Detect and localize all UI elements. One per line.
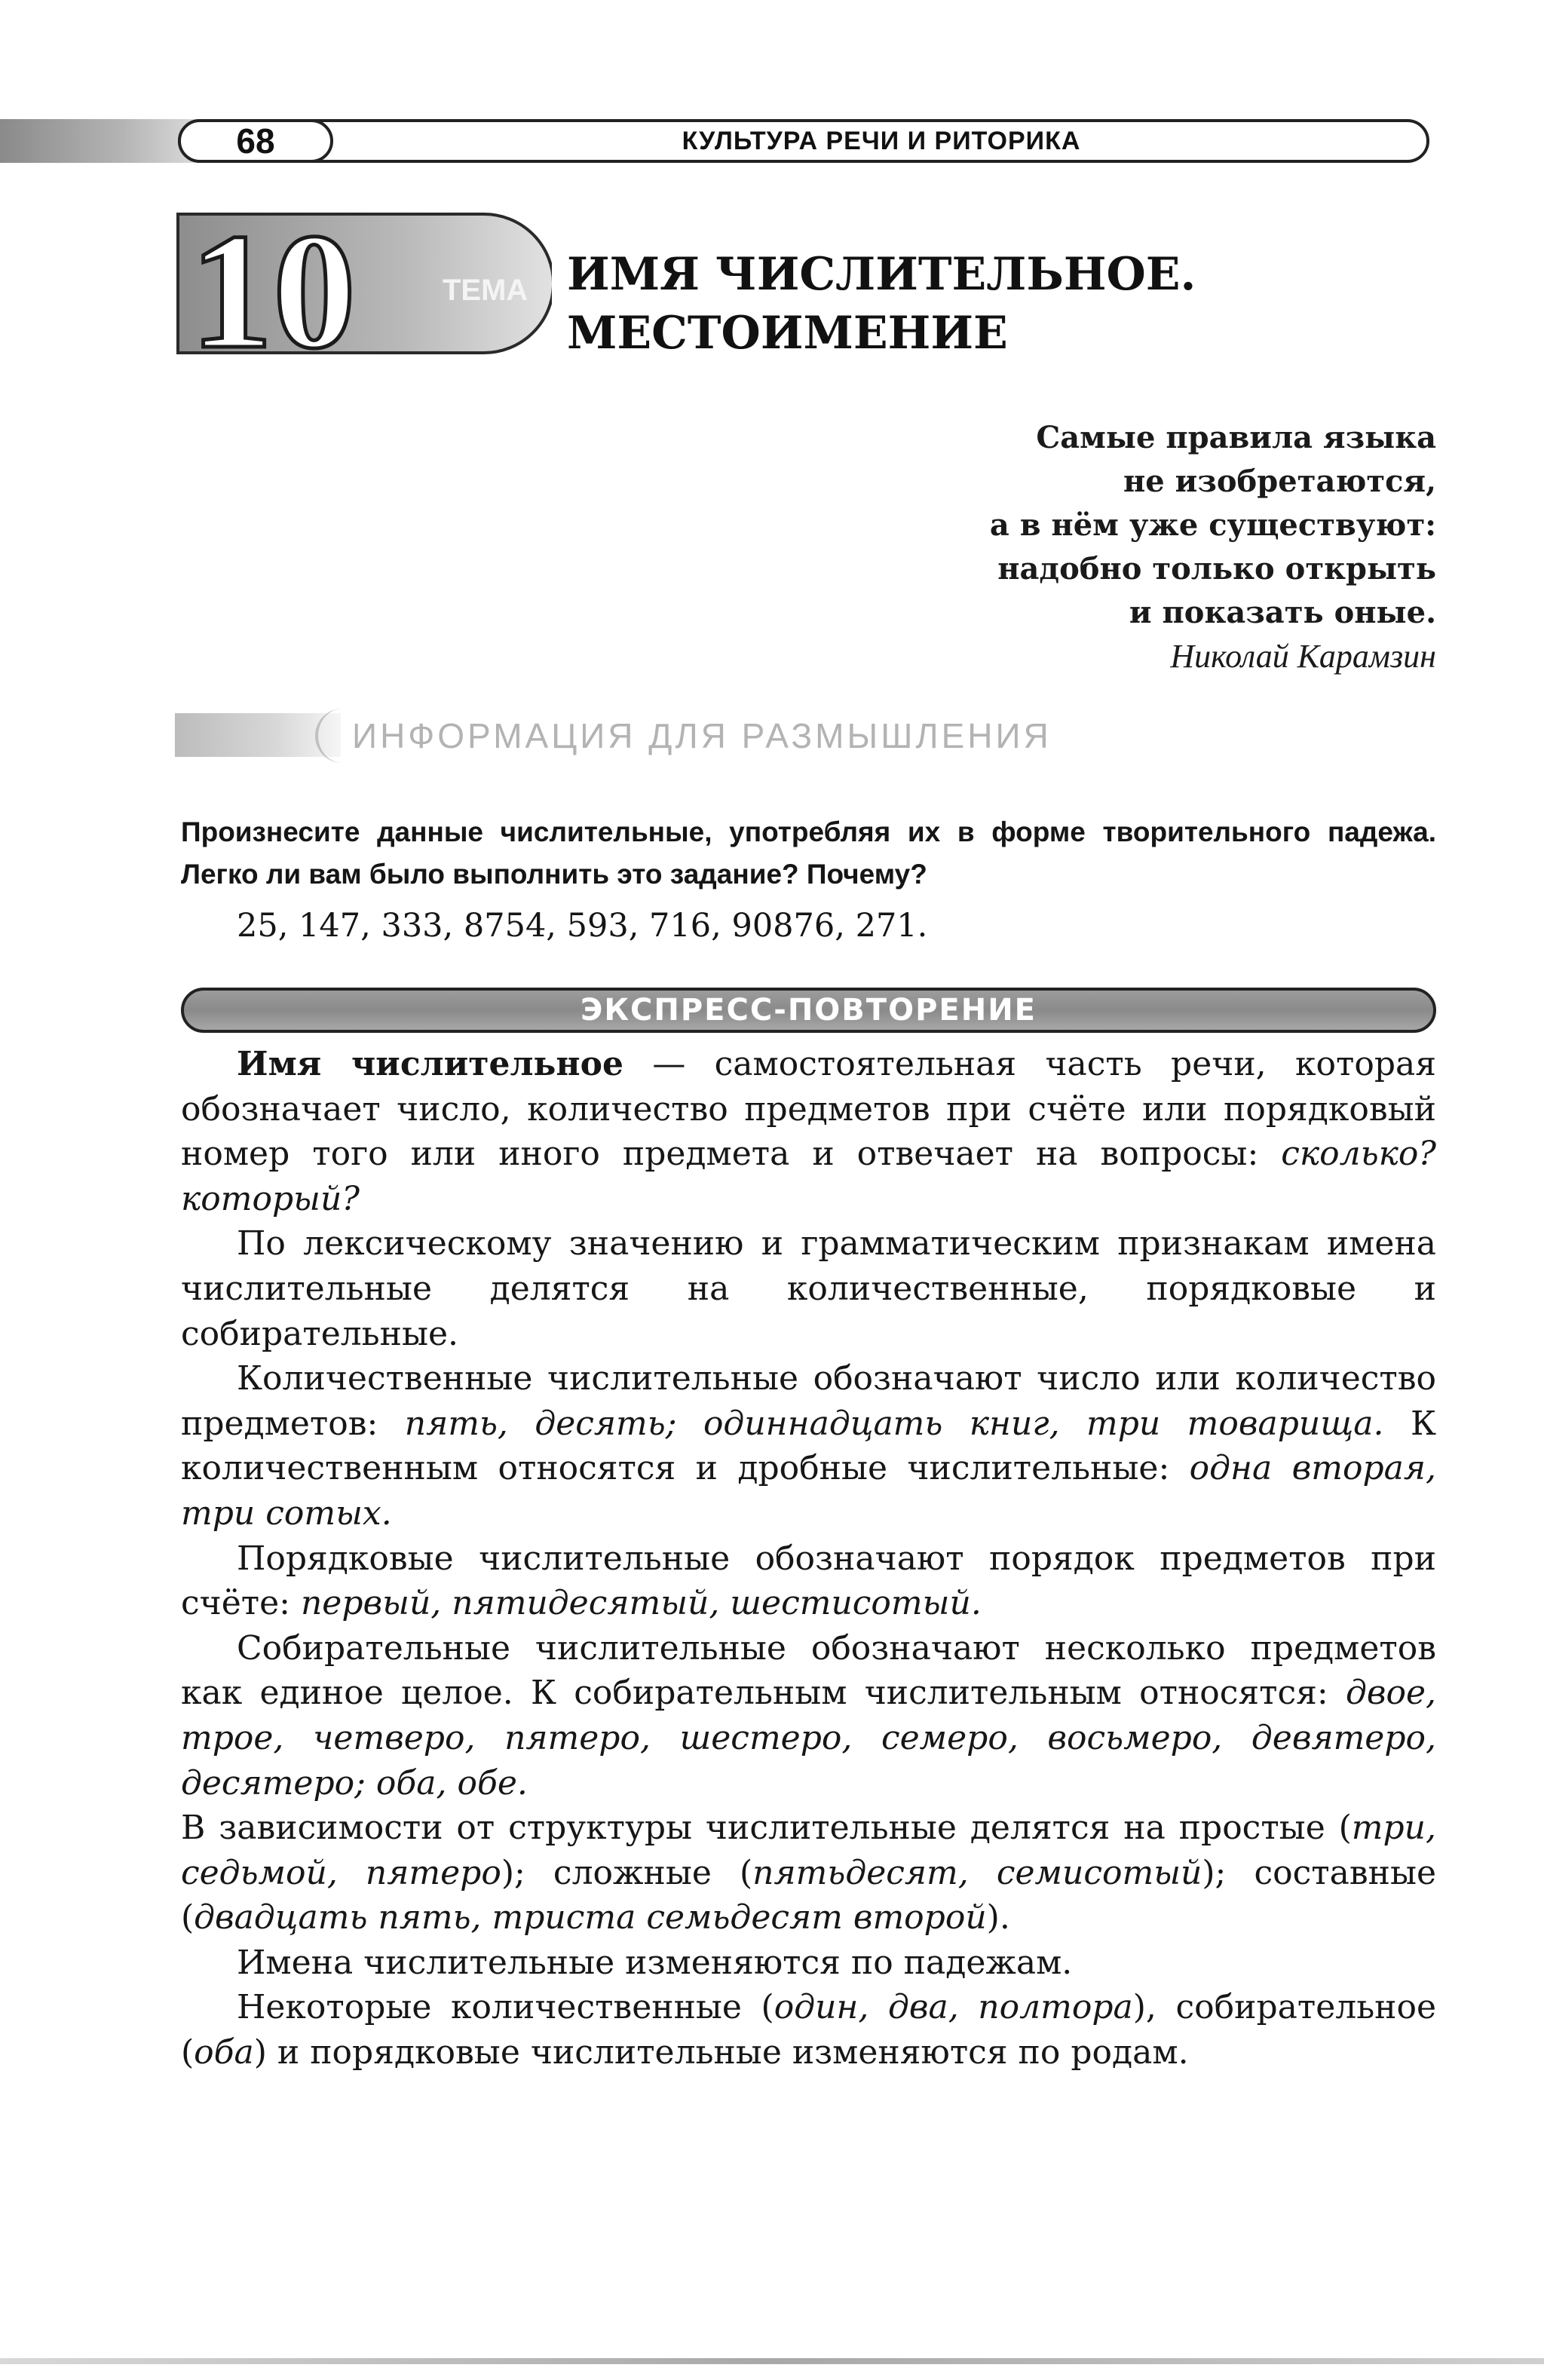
text-run: Количественные числительные обозначают число или количество предметов:	[181, 1359, 1436, 1443]
paragraph-ordinal	[181, 1536, 1436, 1626]
example: одна вторая, три сотых.	[181, 1449, 1437, 1533]
text-run: Порядковые числительные обозначают порядок предметов при счёте:	[181, 1539, 1436, 1623]
text-run: ); составные (	[181, 1853, 1437, 1937]
epigraph	[754, 416, 1436, 678]
express-section-banner	[181, 988, 1436, 1033]
topic-label: ТЕМА	[443, 274, 528, 307]
body-text	[181, 1042, 1436, 2075]
paragraph-classification: По лексическому значению и грамматическим признакам имена числительные делятся на количественные, порядковые и собирательные.	[181, 1224, 1436, 1353]
text-run: ), собирательное (	[181, 1988, 1437, 2072]
epigraph-author: Николай Карамзин	[1170, 638, 1436, 675]
topic-title	[567, 245, 1434, 363]
paragraph-structure	[181, 1806, 1436, 1940]
topic-title-line: ИМЯ ЧИСЛИТЕЛЬНОЕ.	[567, 248, 1196, 301]
epigraph-line: надобно только открыть	[997, 551, 1436, 587]
text-run: ); сложные (	[501, 1853, 753, 1892]
example: один, два, полтора	[774, 1988, 1133, 2027]
text-run: В зависимости от структуры числительные делятся на простые (	[181, 1809, 1352, 1848]
term: Имя числительное	[237, 1045, 623, 1083]
example: три, седьмой, пятеро	[181, 1809, 1436, 1892]
topic-title-line: МЕСТОИМЕНИЕ	[567, 307, 1008, 360]
example: двое, трое, четверо, пятеро, шестеро, семеро, восьмеро, девятеро, десятеро; оба, обе.	[181, 1674, 1436, 1803]
text-run: К количественным относятся и дробные числительные:	[181, 1404, 1436, 1488]
paragraph-cases: Имена числительные изменяются по падежам.	[237, 1943, 1073, 1982]
info-section-banner	[175, 709, 1117, 764]
bottom-rule	[0, 2358, 1544, 2364]
info-section-title: ИНФОРМАЦИЯ ДЛЯ РАЗМЫШЛЕНИЯ	[352, 716, 1052, 755]
text-run: ) и порядковые числительные изменяются по родам.	[253, 2033, 1189, 2072]
paragraph-definition	[181, 1042, 1436, 1221]
epigraph-line: а в нём уже существуют:	[989, 507, 1436, 543]
example: пятьдесят, семисотый	[752, 1853, 1202, 1892]
task-text: Произнесите данные числительные, употребляя их в форме творительного падежа. Легко ли вам было выполнить это задание? Почему?	[181, 816, 1436, 890]
paragraph-collective	[181, 1626, 1436, 1806]
example: оба	[194, 2033, 254, 2072]
numbers-list: 25, 147, 333, 8754, 593, 716, 90876, 271.	[237, 907, 928, 945]
epigraph-line: не изобретаются,	[1123, 464, 1436, 499]
example: двадцать пять, триста семьдесят второй	[194, 1898, 987, 1937]
example: пять, десять; одиннадцать книг, три товарища.	[404, 1404, 1384, 1443]
example: сколько? который?	[181, 1135, 1436, 1218]
topic-number: 10	[190, 204, 356, 362]
paragraph-cardinal	[181, 1356, 1436, 1536]
running-head	[0, 113, 1436, 169]
paragraph-gender	[181, 1985, 1436, 2075]
example: первый, пятидесятый, шестисотый.	[300, 1584, 982, 1623]
express-section-title: ЭКСПРЕСС-ПОВТОРЕНИЕ	[580, 993, 1037, 1028]
topic-badge	[175, 204, 552, 362]
page-number: 68	[178, 119, 333, 163]
epigraph-line: Самые правила языка	[1036, 420, 1436, 455]
text-run: ).	[986, 1898, 1010, 1937]
text-run: Некоторые количественные (	[237, 1988, 774, 2027]
epigraph-line: и показать оные.	[1129, 595, 1436, 630]
text-run: Собирательные числительные обозначают несколько предметов как единое целое. К собирательным числительным относятся:	[181, 1628, 1436, 1713]
book-title: КУЛЬТУРА РЕЧИ И РИТОРИКА	[682, 126, 1081, 155]
text-run: — самостоятельная часть речи, которая обозначает число, количество предметов при счёте или порядковый номер того или иного предмета и отвечает на вопросы:	[181, 1045, 1436, 1174]
